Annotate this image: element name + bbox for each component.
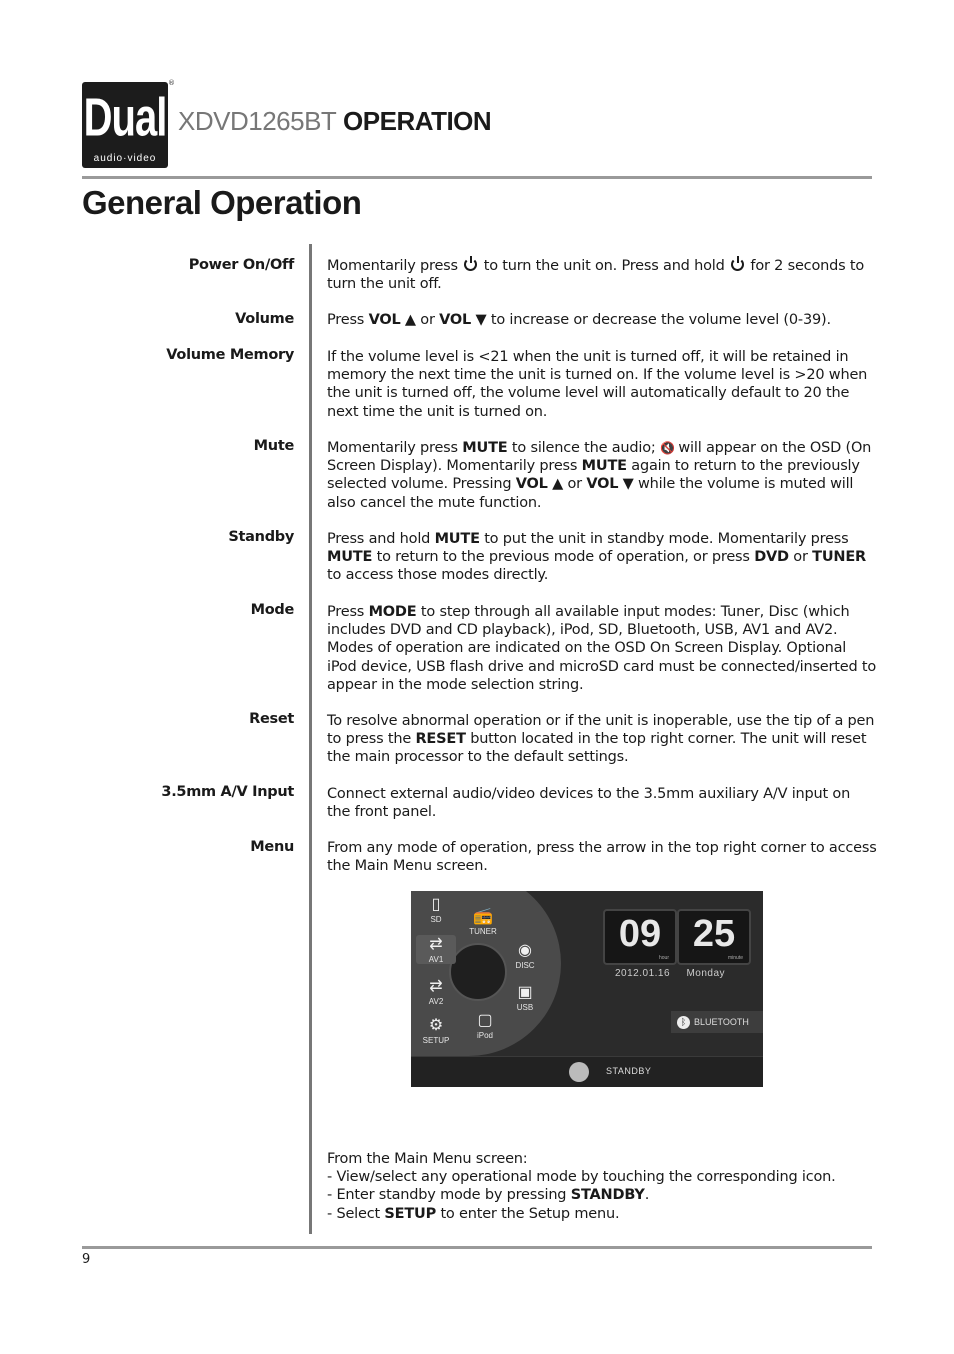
text-run: Press [327,604,369,620]
page-number: 9 [82,1252,91,1267]
bluetooth-label: BLUETOOTH [694,1017,749,1027]
text-run: - Enter standby mode by pressing [327,1187,571,1204]
section-name: OPERATION [343,106,492,136]
mode-label: USB [516,1003,534,1012]
minute-value: 25 [692,913,736,955]
text-run: or [788,549,813,566]
model-name: XDVD1265BT [178,106,337,136]
av1-icon: ⇄ [429,936,443,953]
mode-label: DISC [515,961,535,970]
item-description [327,530,877,585]
item-label: Mode [250,602,294,618]
text-run: From any mode of operation, press the arrow in the top right corner to access the Main Menu screen. [327,840,877,875]
registered-mark: ® [168,79,175,87]
disc-icon: ◉ [518,942,532,959]
item-description [327,712,877,767]
note-bullet [327,1205,836,1223]
key-name: RESET [415,731,466,748]
note-bullet [327,1186,836,1204]
text-run: ▼ while the volume is muted will also cancel the mute function. [327,476,854,511]
logo-word: Dual [83,88,167,148]
key-name: VOL [586,476,619,493]
day-value: Monday [686,968,726,979]
mode-sd-button [416,895,456,924]
hour-display [603,909,677,965]
item-description [327,839,877,875]
key-name: STANDBY [570,1187,645,1204]
key-name: SETUP [384,1205,437,1222]
item-label: Power On/Off [188,257,294,273]
item-description [327,348,877,421]
item-description [327,785,877,821]
mode-disc-button [505,941,545,970]
item-label: Volume [235,311,294,327]
power-icon [464,258,477,271]
date-value: 2012.01.16 [615,968,671,979]
text-run: Momentarily press [327,258,463,274]
text-run: . [644,1187,650,1204]
key-name: MUTE [327,549,373,566]
header-title [178,106,491,137]
standby-icon [569,1062,589,1082]
header-rule [82,176,872,179]
text-run: to return to the previous mode of operation, or press [372,549,755,566]
mute-icon: 🔇 [659,441,675,455]
mode-setup-button [416,1016,456,1045]
footer-rule [82,1246,872,1249]
usb-icon: ▣ [517,984,533,1001]
text-run: to step through all available input modes: Tuner, Disc (which includes DVD and CD playback), iPod, SD, Bluetooth, USB, AV1 and AV2. Modes of operation are indicated on the OSD On Screen Display. Optional iPod device, USB flash drive and microSD card must be connected/inserted to appear in the mode selection string. [327,604,877,693]
mode-av1-button [416,935,456,964]
page-title: General Operation [82,184,362,221]
text-run: If the volume level is <21 when the unit is turned off, it will be retained in memory the next time the unit is turned on. If the volume level is >20 when the unit is turned off, the volume level will automatically default to 20 the next time the unit is turned on. [327,349,868,420]
text-run: Momentarily press [327,440,463,456]
bluetooth-button [671,1011,763,1033]
item-description [327,603,877,694]
item-label: Mute [253,438,294,454]
mode-ipod-button [465,1011,505,1040]
item-label: Menu [250,839,294,855]
key-name: VOL [439,312,472,328]
standby-bar [411,1056,763,1087]
key-name: TUNER [812,549,867,566]
item-label: Standby [228,529,294,545]
text-run: button located in the top right corner. The unit will reset the main processor to the default settings. [327,731,867,766]
dual-logo [82,79,175,168]
minute-label: minute [727,955,743,961]
key-name: MUTE [434,531,480,547]
item-description [327,257,877,293]
mode-label: iPod [476,1031,493,1040]
key-name: MUTE [462,440,508,456]
tuner-icon: 📻 [473,908,493,925]
key-name: MODE [368,604,417,620]
main-menu-notes [327,1150,836,1223]
note-bullet [327,1168,836,1186]
text-run: will appear on the OSD (On Screen Display). Momentarily press [327,440,872,475]
key-name: DVD [754,549,789,566]
hour-label: hour [658,955,669,961]
text-run: Press and hold [327,531,435,547]
key-name: VOL [368,312,401,328]
ipod-icon: ▢ [477,1012,493,1029]
mode-tuner-button [463,907,503,936]
setup-icon: ⚙ [428,1017,444,1034]
item-label: Reset [249,711,294,727]
item-label: Volume Memory [166,347,294,363]
text-run: to turn the unit on. Press and hold [479,258,730,274]
date-readout [615,968,725,979]
text-run: Press [327,312,369,328]
text-run: to enter the Setup menu. [436,1205,620,1222]
text-run: Connect external audio/video devices to the 3.5mm auxiliary A/V input on the front panel. [327,786,851,821]
text-run: ▼ to increase or decrease the volume level (0-39). [471,312,831,328]
bluetooth-icon: ᛒ [677,1016,690,1029]
text-run: to put the unit in standby mode. Momentarily press [479,531,849,547]
av2-icon: ⇄ [429,978,443,995]
text-run: To resolve abnormal operation or if the unit is inoperable, use the tip of a pen to press the [327,713,875,748]
item-description [327,311,877,329]
mode-label: SETUP [422,1036,450,1045]
text-run: again to return to the previously selected volume. Pressing [327,458,860,493]
main-menu-screenshot [411,891,763,1087]
mode-av2-button [416,977,456,1006]
mode-label: SD [430,915,442,924]
text-run: - Select [327,1205,385,1222]
mode-label: AV2 [428,997,444,1006]
column-divider [309,244,312,1234]
standby-label: STANDBY [606,1066,652,1076]
mode-usb-button [505,983,545,1012]
text-run: to access those modes directly. [327,567,549,584]
notes-intro: From the Main Menu screen: [327,1151,528,1167]
text-run: for 2 seconds to turn the unit off. [327,258,865,293]
power-icon [731,258,744,271]
key-name: MUTE [581,458,627,475]
text-run: ▲ or [547,476,587,493]
key-name: VOL [515,476,548,493]
text-run: - View/select any operational mode by touching the corresponding icon. [327,1169,836,1186]
logo-subtitle: audio·video [93,153,157,164]
item-description [327,439,877,512]
text-run: to silence the audio; [507,440,660,456]
item-label: 3.5mm A/V Input [161,784,294,800]
hour-value: 09 [618,913,662,955]
minute-display [677,909,751,965]
text-run: ▲ or [400,312,440,328]
mode-label: AV1 [428,955,444,964]
ring-hub [449,943,507,1001]
sd-icon: ▯ [431,896,441,913]
mode-label: TUNER [469,927,497,936]
